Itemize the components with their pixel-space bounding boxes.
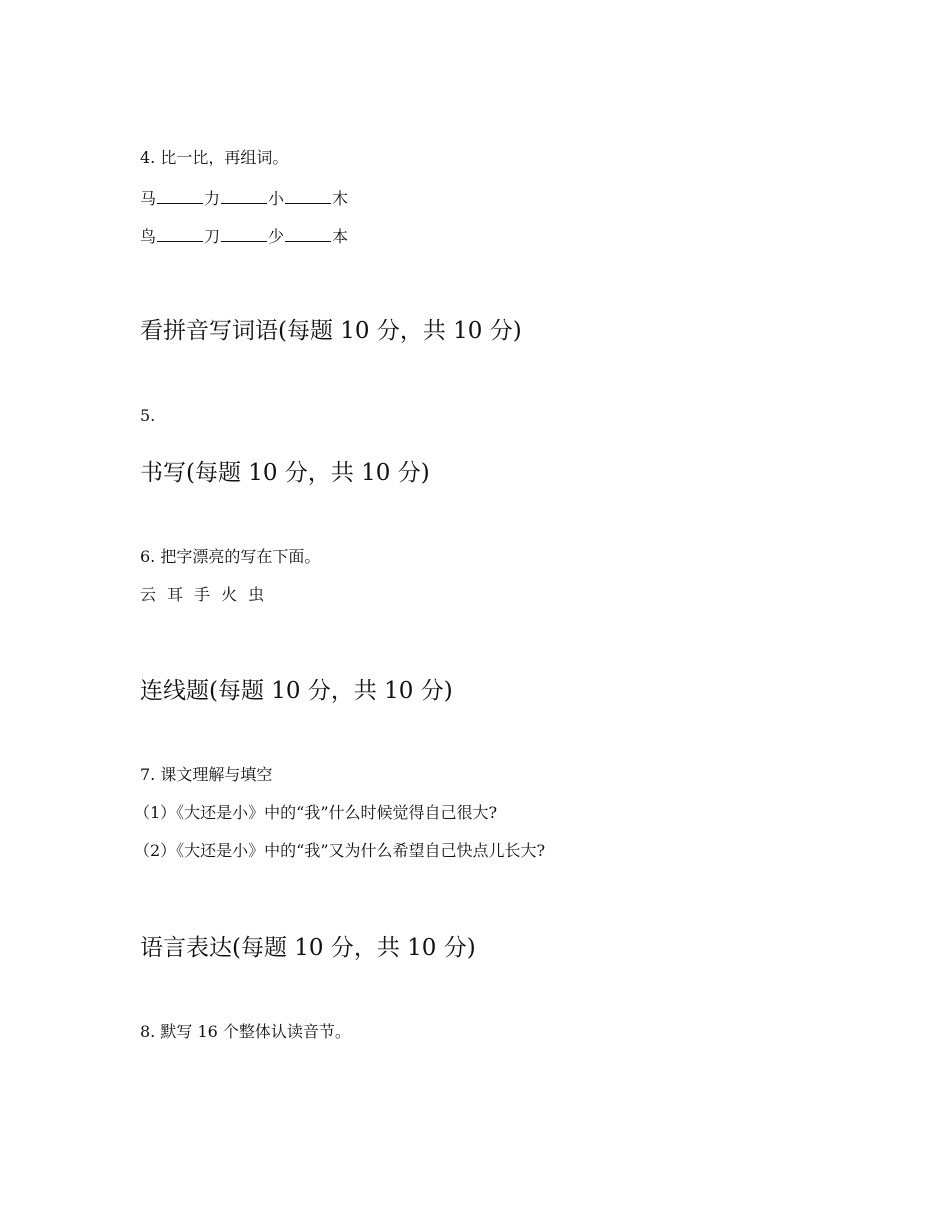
question-6-characters bbox=[140, 585, 275, 605]
blank-5[interactable] bbox=[221, 225, 267, 242]
question-7-sub-2: （2）《大还是小》中的“我”又为什么希望自己快点儿长大? bbox=[134, 841, 546, 860]
char-chong: 虫 bbox=[248, 585, 265, 604]
char-yun: 云 bbox=[140, 585, 157, 604]
blank-1[interactable] bbox=[157, 187, 203, 204]
section-heading-writing: 书写(每题 10 分，共 10 分) bbox=[140, 460, 430, 486]
char-shou: 手 bbox=[194, 585, 211, 604]
char-3: 小 bbox=[268, 189, 285, 208]
question-7-title: 7. 课文理解与填空 bbox=[140, 765, 273, 784]
question-4-title: 4. 比一比，再组词。 bbox=[140, 148, 289, 167]
section-heading-expression: 语言表达(每题 10 分，共 10 分) bbox=[140, 935, 476, 961]
question-8-title: 8. 默写 16 个整体认读音节。 bbox=[140, 1022, 351, 1041]
char-5: 鸟 bbox=[140, 227, 157, 246]
char-er: 耳 bbox=[167, 585, 184, 604]
question-7-sub-1: （1）《大还是小》中的“我”什么时候觉得自己很大? bbox=[134, 803, 498, 822]
char-7: 少 bbox=[268, 227, 285, 246]
char-1: 马 bbox=[140, 189, 157, 208]
blank-6[interactable] bbox=[285, 225, 331, 242]
section-heading-matching: 连线题(每题 10 分，共 10 分) bbox=[140, 678, 453, 704]
question-6-title: 6. 把字漂亮的写在下面。 bbox=[140, 547, 321, 566]
char-6: 刀 bbox=[204, 227, 221, 246]
question-5-title: 5. bbox=[140, 406, 156, 425]
question-4-row-2 bbox=[140, 225, 348, 247]
char-8: 本 bbox=[332, 227, 349, 246]
char-huo: 火 bbox=[221, 585, 238, 604]
char-4: 木 bbox=[332, 189, 349, 208]
section-heading-pinyin: 看拼音写词语(每题 10 分，共 10 分) bbox=[140, 318, 522, 344]
char-2: 力 bbox=[204, 189, 221, 208]
question-4-row-1 bbox=[140, 187, 348, 209]
blank-3[interactable] bbox=[285, 187, 331, 204]
blank-4[interactable] bbox=[157, 225, 203, 242]
blank-2[interactable] bbox=[221, 187, 267, 204]
